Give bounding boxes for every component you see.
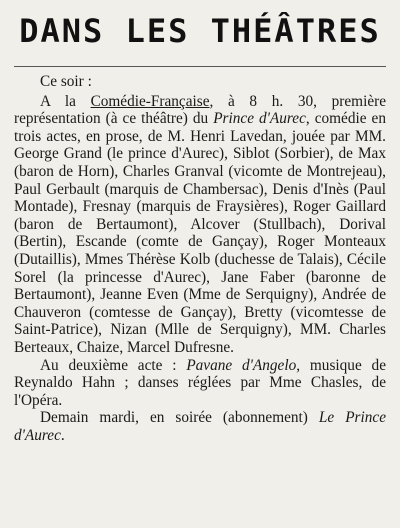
pavane-title: Pavane d'Angelo [186, 356, 297, 374]
paragraph-tomorrow [14, 409, 386, 444]
para2-text: , musique de Reynaldo Hahn ; danses réglées par Mme Chasles, de l'Opéra. [14, 356, 386, 409]
para3-end: . [60, 426, 65, 444]
column-heading: DANS LES THÉÂTRES [19, 12, 381, 50]
intro-line: Ce soir : [40, 73, 92, 90]
heading-rule [14, 66, 386, 67]
paragraph-second-act [14, 357, 386, 410]
column-body [14, 73, 386, 444]
para1-lead: A la [40, 92, 91, 110]
play-title: Prince d'Aurec [213, 110, 306, 128]
para2-lead: Au deuxième acte : [40, 356, 187, 374]
para1-text-a: , à 8 h. 30, première représentation (à ce théâtre) du [14, 92, 386, 128]
paragraph-premiere [14, 93, 386, 357]
theatre-name: Comédie-Française [90, 92, 210, 110]
para1-text-b: , comédie en trois actes, en prose, de M. Henri Lavedan, jouée par MM. George Grand (le prince d'Aurec), Siblot (Sorbier), de Max (baron de Horn), Charles Granval (vicomte de Montrejeau), Paul Gerbault (marquis de Chambersac), Denis d'Inès (Paul Montade), Fresnay (marquis de Fraysières), Roger Gaillard (baron de Bertaumont), Alcover (Stullbach), Dorival (Bertin), Escande (comte de Gançay), Roger Monteaux (Dutaillis), Mmes Thérèse Kolb (duchesse de Talais), Cécile Sorel (la princesse d'Aurec), Jane Faber (baronne de Bertaumont), Jeanne Even (Mme de Serquigny), Andrée de Chauveron (comtesse de Gançay), Bretty (vicomtesse de Saint-Patrice), Nizan (Mlle de Serquigny), MM. Charles Berteaux, Chaize, Marcel Dufresne. [14, 110, 386, 356]
para3-lead: Demain mardi, en soirée (abonnement) [40, 409, 319, 427]
play-title-repeat: Le Prince d'Aurec [14, 409, 386, 444]
